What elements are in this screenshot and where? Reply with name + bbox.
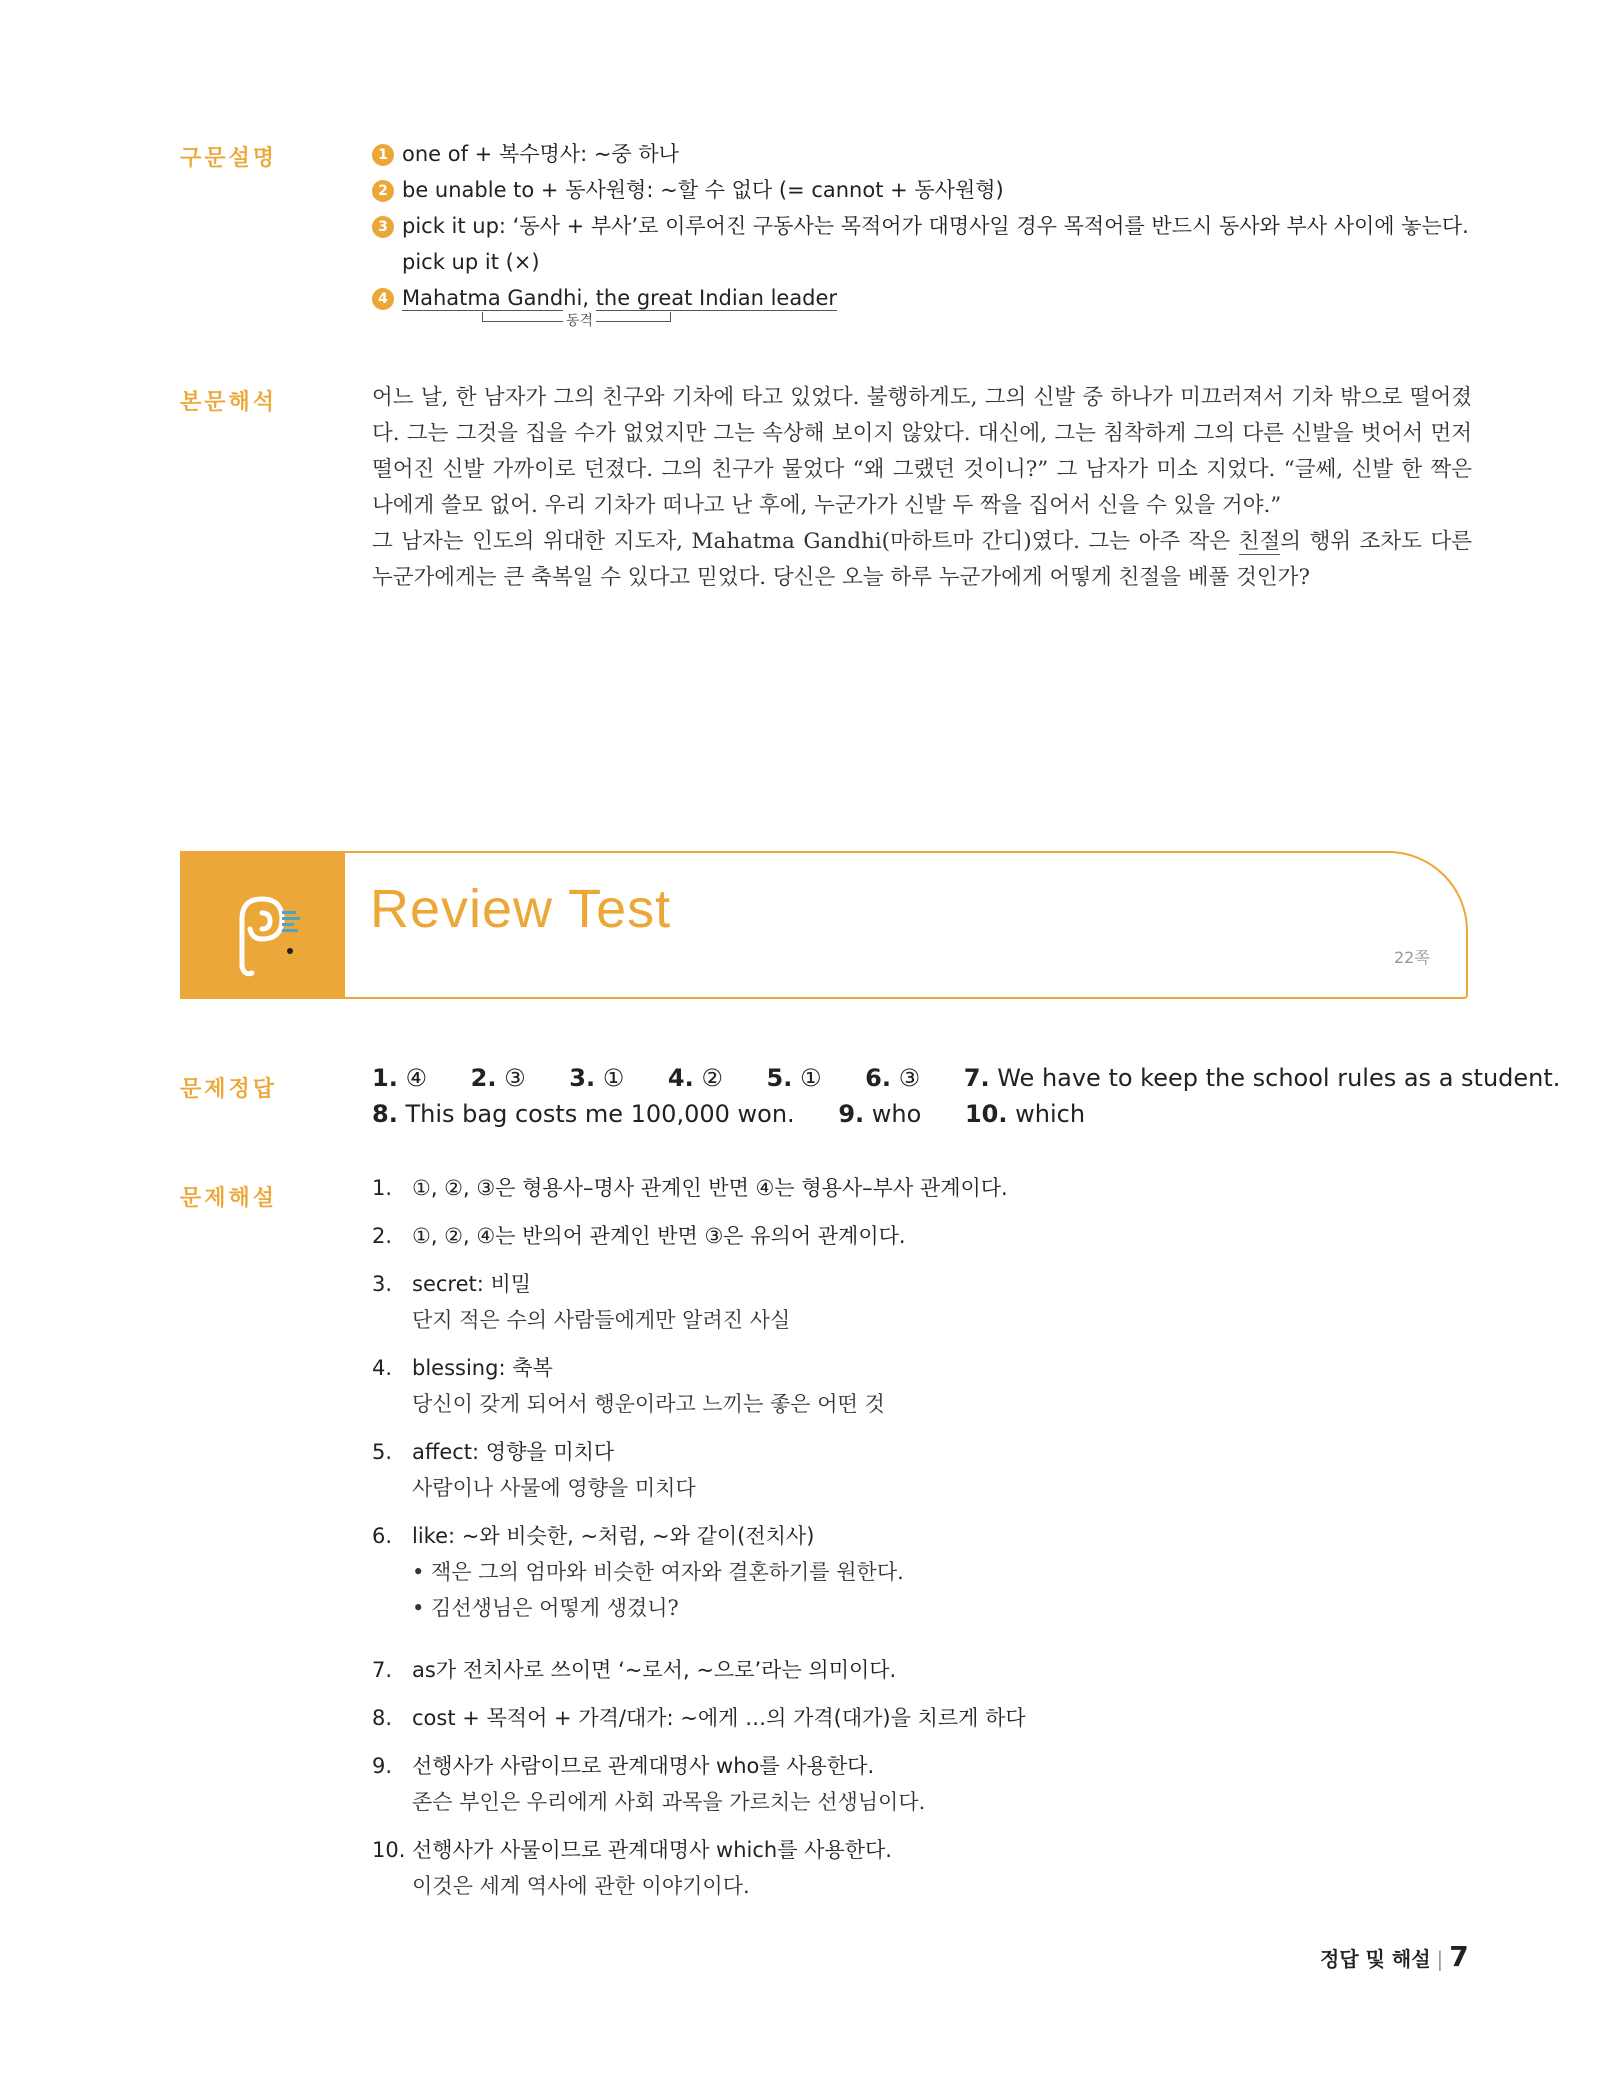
explanation-item: [372, 1518, 904, 1626]
review-title: Review Test: [370, 879, 672, 939]
explanation-subtext: 이것은 세계 역사에 관한 이야기이다.: [412, 1874, 750, 1898]
answers-label: 문제정답: [180, 1077, 278, 1102]
answer-number: 7.: [963, 1064, 990, 1092]
answers-block: [372, 1060, 1560, 1132]
answer-value: ①: [799, 1064, 822, 1092]
explanation-item: [372, 1748, 925, 1820]
answer-number: 1.: [372, 1064, 398, 1092]
explanations-label: 문제해설: [180, 1186, 278, 1211]
grammar-item: [372, 244, 1472, 280]
grammar-text: be unable to + 동사원형: ~할 수 없다 (= cannot + 동사원형): [402, 178, 1004, 202]
page-footer: [1320, 1940, 1469, 1973]
translation-label: 본문해석: [180, 390, 278, 415]
number-badge: 1: [372, 144, 394, 166]
review-page-ref: 22쪽: [1394, 948, 1430, 967]
explanation-item: [372, 1350, 885, 1422]
explanation-text: ①, ②, ④는 반의어 관계인 반면 ③은 유의어 관계이다.: [412, 1224, 906, 1248]
explanation-subtext: 당신이 갖게 되어서 행운이라고 느끼는 좋은 어떤 것: [412, 1392, 885, 1416]
answer-number: 4.: [667, 1064, 694, 1092]
answer-value: ②: [701, 1064, 723, 1092]
explanation-item: [372, 1700, 1026, 1736]
grammar-label: 구문설명: [180, 146, 278, 171]
grammar-item: [372, 208, 1472, 244]
answer-item: [668, 1064, 723, 1092]
explanation-text: affect: 영향을 미치다: [412, 1440, 615, 1464]
answer-value: We have to keep the school rules as a student.: [997, 1064, 1561, 1092]
answer-item: [865, 1064, 920, 1092]
explanation-subtext: 사람이나 사물에 영향을 미치다: [412, 1476, 696, 1500]
reading-logo-icon: [180, 851, 345, 999]
explanation-text: ①, ②, ③은 형용사–명사 관계인 반면 ④는 형용사–부사 관계이다.: [412, 1176, 1008, 1200]
appositive-subject: Mahatma Gandhi,: [402, 286, 590, 310]
footer-separator: |: [1436, 1947, 1444, 1971]
appositive-label: 동격: [563, 310, 596, 330]
grammar-text: pick up it (×): [402, 250, 540, 274]
explanation-subtext: • 잭은 그의 엄마와 비슷한 여자와 결혼하기를 원한다.: [412, 1560, 904, 1584]
explanation-number: 10.: [372, 1838, 406, 1862]
answer-value: This bag costs me 100,000 won.: [405, 1100, 795, 1128]
explanation-number: 1.: [372, 1176, 393, 1200]
answer-number: 6.: [865, 1064, 891, 1092]
answer-item: [767, 1064, 822, 1092]
explanation-text: secret: 비밀: [412, 1272, 532, 1296]
translation-paragraph: [372, 524, 1472, 596]
number-badge: 2: [372, 180, 394, 202]
page-number: 7: [1449, 1940, 1469, 1973]
text-span: 그 남자는 인도의 위대한 지도자, Mahatma Gandhi(마하트마 간디)였다. 그는 아주 작은: [372, 529, 1239, 554]
explanation-number: 8.: [372, 1706, 393, 1730]
explanation-subtext: 존슨 부인은 우리에게 사회 과목을 가르치는 선생님이다.: [412, 1790, 926, 1814]
answer-row: [372, 1060, 1560, 1096]
explanation-subtext: 단지 적은 수의 사람들에게만 알려진 사실: [412, 1308, 791, 1332]
answer-item: [569, 1064, 624, 1092]
answer-item: [372, 1064, 427, 1092]
appositive-phrase: the great Indian leader: [595, 286, 838, 310]
answer-value: which: [1015, 1100, 1086, 1128]
answer-number: 8.: [372, 1100, 398, 1128]
answer-item: [965, 1100, 1085, 1128]
grammar-text: one of + 복수명사: ~중 하나: [402, 142, 679, 166]
explanation-item: [372, 1434, 696, 1506]
explanation-subtext: • 김선생님은 어떻게 생겼니?: [412, 1596, 679, 1620]
explanation-text: 선행사가 사물이므로 관계대명사 which를 사용한다.: [412, 1838, 892, 1862]
explanation-number: 5.: [372, 1440, 393, 1464]
explanation-item: [372, 1266, 790, 1338]
answer-value: ①: [602, 1064, 625, 1092]
explanation-number: 6.: [372, 1524, 393, 1548]
answer-item: [372, 1100, 795, 1128]
explanation-item: [372, 1170, 1008, 1206]
explanation-item: [372, 1652, 896, 1688]
explanation-number: 3.: [372, 1272, 393, 1296]
translation-body: [372, 380, 1472, 596]
answer-value: ④: [405, 1064, 427, 1092]
number-badge: 4: [372, 288, 394, 310]
explanation-text: 선행사가 사람이므로 관계대명사 who를 사용한다.: [412, 1754, 875, 1778]
answer-number: 10.: [964, 1100, 1008, 1128]
explanation-text: like: ~와 비슷한, ~처럼, ~와 같이(전치사): [412, 1524, 815, 1548]
answer-number: 3.: [569, 1064, 596, 1092]
footer-title: 정답 및 해설: [1320, 1947, 1431, 1971]
answer-item: [838, 1100, 921, 1128]
grammar-item: [372, 172, 1472, 208]
number-badge: 3: [372, 216, 394, 238]
explanation-number: 9.: [372, 1754, 393, 1778]
explanation-item: [372, 1832, 892, 1904]
grammar-list: [372, 136, 1472, 316]
explanation-number: 7.: [372, 1658, 393, 1682]
answer-number: 5.: [766, 1064, 793, 1092]
review-logo-box: [180, 851, 345, 999]
answer-value: ③: [898, 1064, 921, 1092]
grammar-item: [372, 280, 1472, 316]
answer-number: 2.: [470, 1064, 497, 1092]
explanation-text: as가 전치사로 쓰이면 ‘~로서, ~으로’라는 의미이다.: [412, 1658, 897, 1682]
explanation-item: [372, 1218, 906, 1254]
explanation-text: blessing: 축복: [412, 1356, 553, 1380]
answer-value: who: [871, 1100, 922, 1128]
explanation-text: cost + 목적어 + 가격/대가: ~에게 …의 가격(대가)을 치르게 하다: [412, 1706, 1026, 1730]
answer-item: [964, 1064, 1561, 1092]
answer-value: ③: [504, 1064, 526, 1092]
explanation-number: 2.: [372, 1224, 393, 1248]
grammar-item: [372, 136, 1472, 172]
answer-item: [471, 1064, 526, 1092]
explanation-number: 4.: [372, 1356, 393, 1380]
underlined-word: 친절: [1238, 529, 1281, 554]
translation-paragraph: 어느 날, 한 남자가 그의 친구와 기차에 타고 있었다. 불행하게도, 그의 신발 중 하나가 미끄러져서 기차 밖으로 떨어졌다. 그는 그것을 집을 수가 없었지만 그는 속상해 보이지 않았다. 대신에, 그는 침착하게 그의 다른 신발을 벗어서 먼저 떨어진 신발 가까이로 던졌다. 그의 친구가 물었다 “왜 그랬던 것이니?” 그 남자가 미소 지었다. “글쎄, 신발 한 짝은 나에게 쓸모 없어. 우리 기차가 떠나고 난 후에, 누군가가 신발 두 짝을 집어서 신을 수 있을 거야.”: [372, 385, 1472, 518]
grammar-text: pick it up: ‘동사 + 부사’로 이루어진 구동사는 목적어가 대명사일 경우 목적어를 반드시 동사와 부사 사이에 놓는다.: [402, 214, 1469, 238]
answer-number: 9.: [838, 1100, 865, 1128]
text-span: 의 행위 조차도 다른 누군가에게는 큰 축복일 수 있다고 믿었다. 당신은 오늘 하루 누군가에게 어떻게 친절을 베풀 것인가?: [372, 529, 1473, 590]
answer-row: [372, 1096, 1560, 1132]
